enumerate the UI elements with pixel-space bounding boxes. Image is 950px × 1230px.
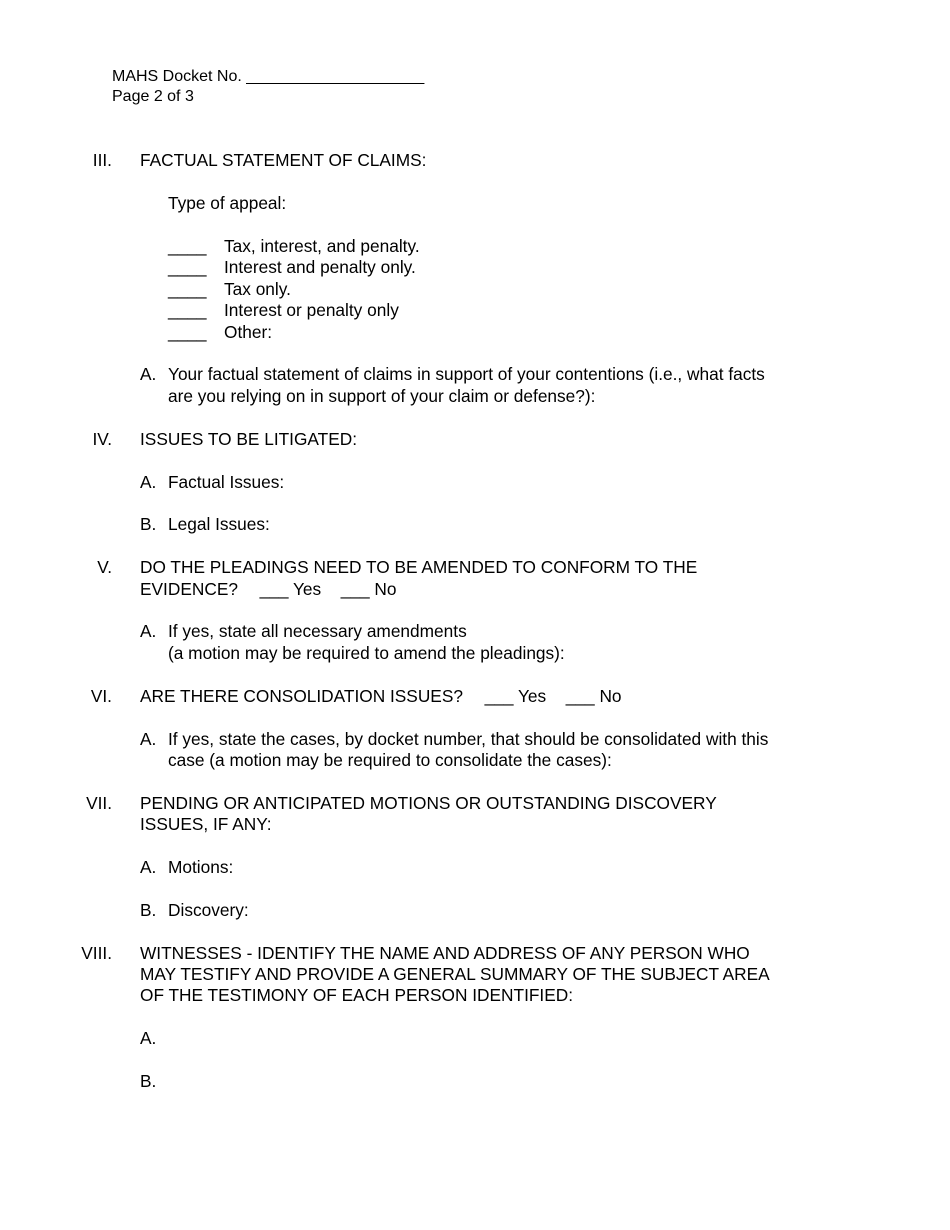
appeal-option-label: Other: <box>224 322 273 342</box>
section-vi-numeral: VI. <box>90 686 112 706</box>
section-vii-title-line2: ISSUES, IF ANY: <box>140 814 272 834</box>
docket-line <box>112 67 424 87</box>
section-iv-numeral: IV. <box>92 429 112 449</box>
subsection-letter: B. <box>140 900 157 920</box>
witness-a-letter: A. <box>140 1028 157 1048</box>
section-viii-title-line3: OF THE TESTIMONY OF EACH PERSON IDENTIFIED: <box>140 985 574 1005</box>
motions-label: Motions: <box>168 857 234 877</box>
subsection-letter: A. <box>140 364 157 384</box>
appeal-option-blank[interactable]: ____ <box>168 279 207 299</box>
section-viii-numeral: VIII. <box>81 943 112 963</box>
docket-label: MAHS Docket No. <box>112 68 242 85</box>
factual-statement-prompt-line1: Your factual statement of claims in support of your contentions (i.e., what facts <box>168 364 765 384</box>
yes-label: Yes <box>292 579 322 599</box>
appeal-option-label: Tax, interest, and penalty. <box>224 236 420 256</box>
subsection-letter: B. <box>140 514 157 534</box>
appeal-option-blank[interactable]: ____ <box>168 322 207 342</box>
subsection-letter: A. <box>140 729 157 749</box>
section-iii-title: FACTUAL STATEMENT OF CLAIMS: <box>140 150 427 170</box>
section-iii-numeral: III. <box>92 150 112 170</box>
section-v-title-line1: DO THE PLEADINGS NEED TO BE AMENDED TO CONFORM TO THE <box>140 557 698 577</box>
factual-statement-prompt-line2: are you relying on in support of your claim or defense?): <box>168 386 596 406</box>
discovery-label: Discovery: <box>168 900 249 920</box>
subsection-letter: A. <box>140 621 157 641</box>
consolidation-prompt-line1: If yes, state the cases, by docket number, that should be consolidated with this <box>168 729 769 749</box>
yes-blank[interactable]: ___ <box>484 686 514 706</box>
subsection-letter: A. <box>140 857 157 877</box>
appeal-option-label: Interest and penalty only. <box>224 257 416 277</box>
appeal-option-label: Tax only. <box>224 279 291 299</box>
consolidation-prompt-line2: case (a motion may be required to consolidate the cases): <box>168 750 612 770</box>
amendments-prompt-line1: If yes, state all necessary amendments <box>168 621 467 641</box>
section-viii-title-line2: MAY TESTIFY AND PROVIDE A GENERAL SUMMARY OF THE SUBJECT AREA <box>140 964 770 984</box>
yes-blank[interactable]: ___ <box>259 579 289 599</box>
appeal-option-blank[interactable]: ____ <box>168 300 207 320</box>
section-v-numeral: V. <box>97 557 112 577</box>
section-v-title-line2 <box>140 579 397 600</box>
no-label: No <box>599 686 622 706</box>
witness-b-letter: B. <box>140 1071 157 1091</box>
no-label: No <box>374 579 397 599</box>
appeal-option-label: Interest or penalty only <box>224 300 399 320</box>
section-vi-title: ARE THERE CONSOLIDATION ISSUES? <box>140 686 463 706</box>
section-vii-numeral: VII. <box>86 793 112 813</box>
amendments-prompt-line2: (a motion may be required to amend the pleadings): <box>168 643 565 663</box>
section-vii-title-line1: PENDING OR ANTICIPATED MOTIONS OR OUTSTANDING DISCOVERY <box>140 793 717 813</box>
yes-label: Yes <box>517 686 547 706</box>
section-iv-title: ISSUES TO BE LITIGATED: <box>140 429 358 449</box>
section-v-question: EVIDENCE? <box>140 579 238 599</box>
section-viii-title-line1: WITNESSES - IDENTIFY THE NAME AND ADDRESS OF ANY PERSON WHO <box>140 943 750 963</box>
factual-issues-label: Factual Issues: <box>168 472 285 492</box>
page-number: Page 2 of 3 <box>112 88 194 105</box>
docket-number-field[interactable]: ____________________ <box>246 68 425 85</box>
section-vi-title-line <box>140 686 622 707</box>
appeal-type-label: Type of appeal: <box>168 193 287 213</box>
appeal-option-blank[interactable]: ____ <box>168 257 207 277</box>
no-blank[interactable]: ___ <box>340 579 370 599</box>
no-blank[interactable]: ___ <box>565 686 595 706</box>
subsection-letter: A. <box>140 472 157 492</box>
legal-issues-label: Legal Issues: <box>168 514 270 534</box>
appeal-option-blank[interactable]: ____ <box>168 236 207 256</box>
